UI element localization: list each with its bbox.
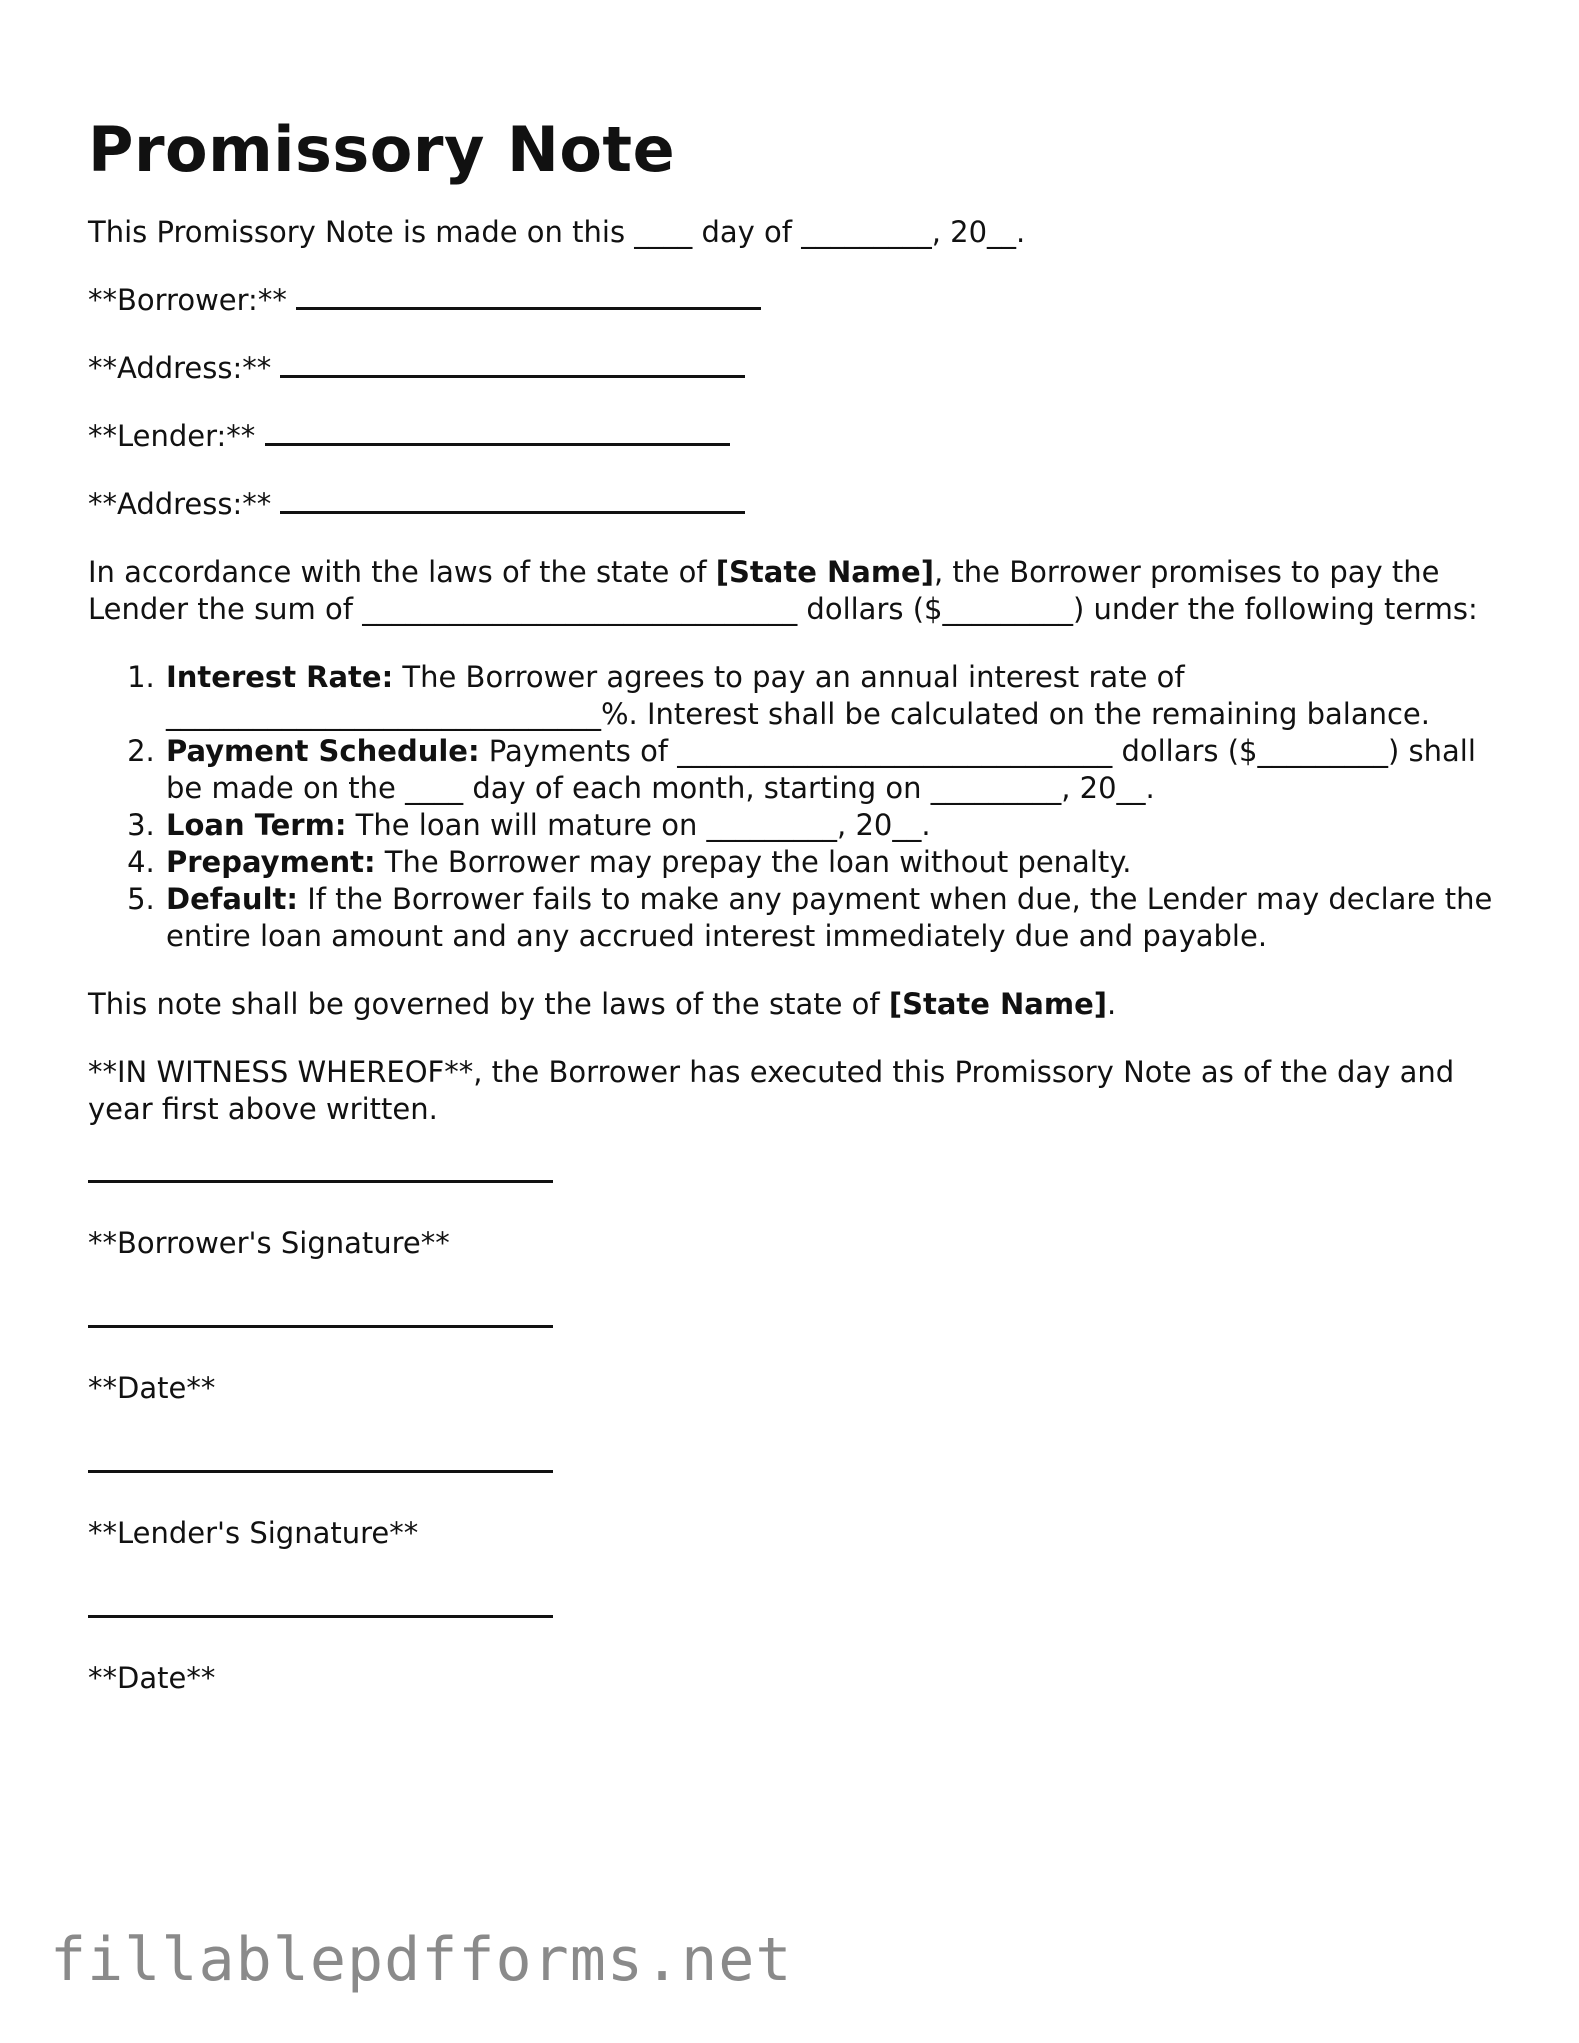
intro-paragraph: This Promissory Note is made on this ____ day of _________, 20__. — [88, 215, 1026, 249]
lender-date-label: **Date** — [88, 1661, 216, 1695]
borrower-field — [88, 282, 1498, 319]
term-text: The loan will mature on _________, 20__. — [346, 808, 931, 842]
term-item-payment-schedule — [164, 733, 1498, 807]
borrower-blank-line[interactable] — [296, 289, 761, 310]
term-text: If the Borrower fails to make any payment when due, the Lender may declare the entire loan amount and any accrued interest immediately due and payable. — [166, 882, 1493, 953]
document-page — [88, 112, 1498, 1760]
terms-intro-part1: In accordance with the laws of the state of — [88, 555, 716, 589]
term-label: Loan Term: — [166, 808, 347, 842]
lender-date-line[interactable] — [88, 1615, 553, 1618]
term-item-interest-rate — [164, 659, 1498, 733]
lender-field — [88, 418, 1498, 455]
term-label: Default: — [166, 882, 298, 916]
term-item-prepayment — [164, 844, 1498, 881]
lender-address-field — [88, 486, 1498, 523]
watermark-text: fillablepdfforms.net — [50, 1925, 793, 1995]
lender-blank-line[interactable] — [265, 425, 730, 446]
borrower-address-label: **Address:** — [88, 351, 272, 385]
term-text: The Borrower may prepay the loan without penalty. — [375, 845, 1132, 879]
borrower-address-field — [88, 350, 1498, 387]
term-item-loan-term — [164, 807, 1498, 844]
term-text: Payments of ______________________________ dollars ($_________) shall be made on the ____ day of each month, starting on _________, 20__. — [166, 734, 1476, 805]
borrower-date-line[interactable] — [88, 1325, 553, 1328]
governing-law-paragraph — [88, 986, 1498, 1023]
term-label: Prepayment: — [166, 845, 376, 879]
term-label: Interest Rate: — [166, 660, 394, 694]
lender-signature-line[interactable] — [88, 1470, 553, 1473]
terms-intro-paragraph — [88, 554, 1498, 628]
lender-label: **Lender:** — [88, 419, 256, 453]
lender-signature-label: **Lender's Signature** — [88, 1516, 419, 1550]
borrower-signature-label: **Borrower's Signature** — [88, 1226, 450, 1260]
governing-part2: . — [1107, 987, 1117, 1021]
signature-block — [88, 1180, 1498, 1697]
borrower-signature-line[interactable] — [88, 1180, 553, 1183]
lender-address-label: **Address:** — [88, 487, 272, 521]
borrower-date-label: **Date** — [88, 1371, 216, 1405]
terms-intro-state: [State Name] — [715, 555, 934, 589]
terms-list — [88, 659, 1498, 955]
borrower-label: **Borrower:** — [88, 283, 287, 317]
terms-intro-part2: , the Borrower promises to pay the Lender the sum of ______________________________ dollars ($_________) under the following terms: — [88, 555, 1478, 626]
term-text: The Borrower agrees to pay an annual interest rate of ______________________________%. Interest shall be calculated on the remaining balance. — [166, 660, 1430, 731]
lender-address-blank-line[interactable] — [280, 493, 745, 514]
term-label: Payment Schedule: — [166, 734, 480, 768]
term-item-default — [164, 881, 1498, 955]
governing-part1: This note shall be governed by the laws of the state of — [88, 987, 889, 1021]
witness-paragraph: **IN WITNESS WHEREOF**, the Borrower has executed this Promissory Note as of the day and year first above written. — [88, 1055, 1455, 1126]
governing-state: [State Name] — [888, 987, 1108, 1021]
borrower-address-blank-line[interactable] — [280, 357, 745, 378]
document-title: Promissory Note — [88, 113, 676, 186]
